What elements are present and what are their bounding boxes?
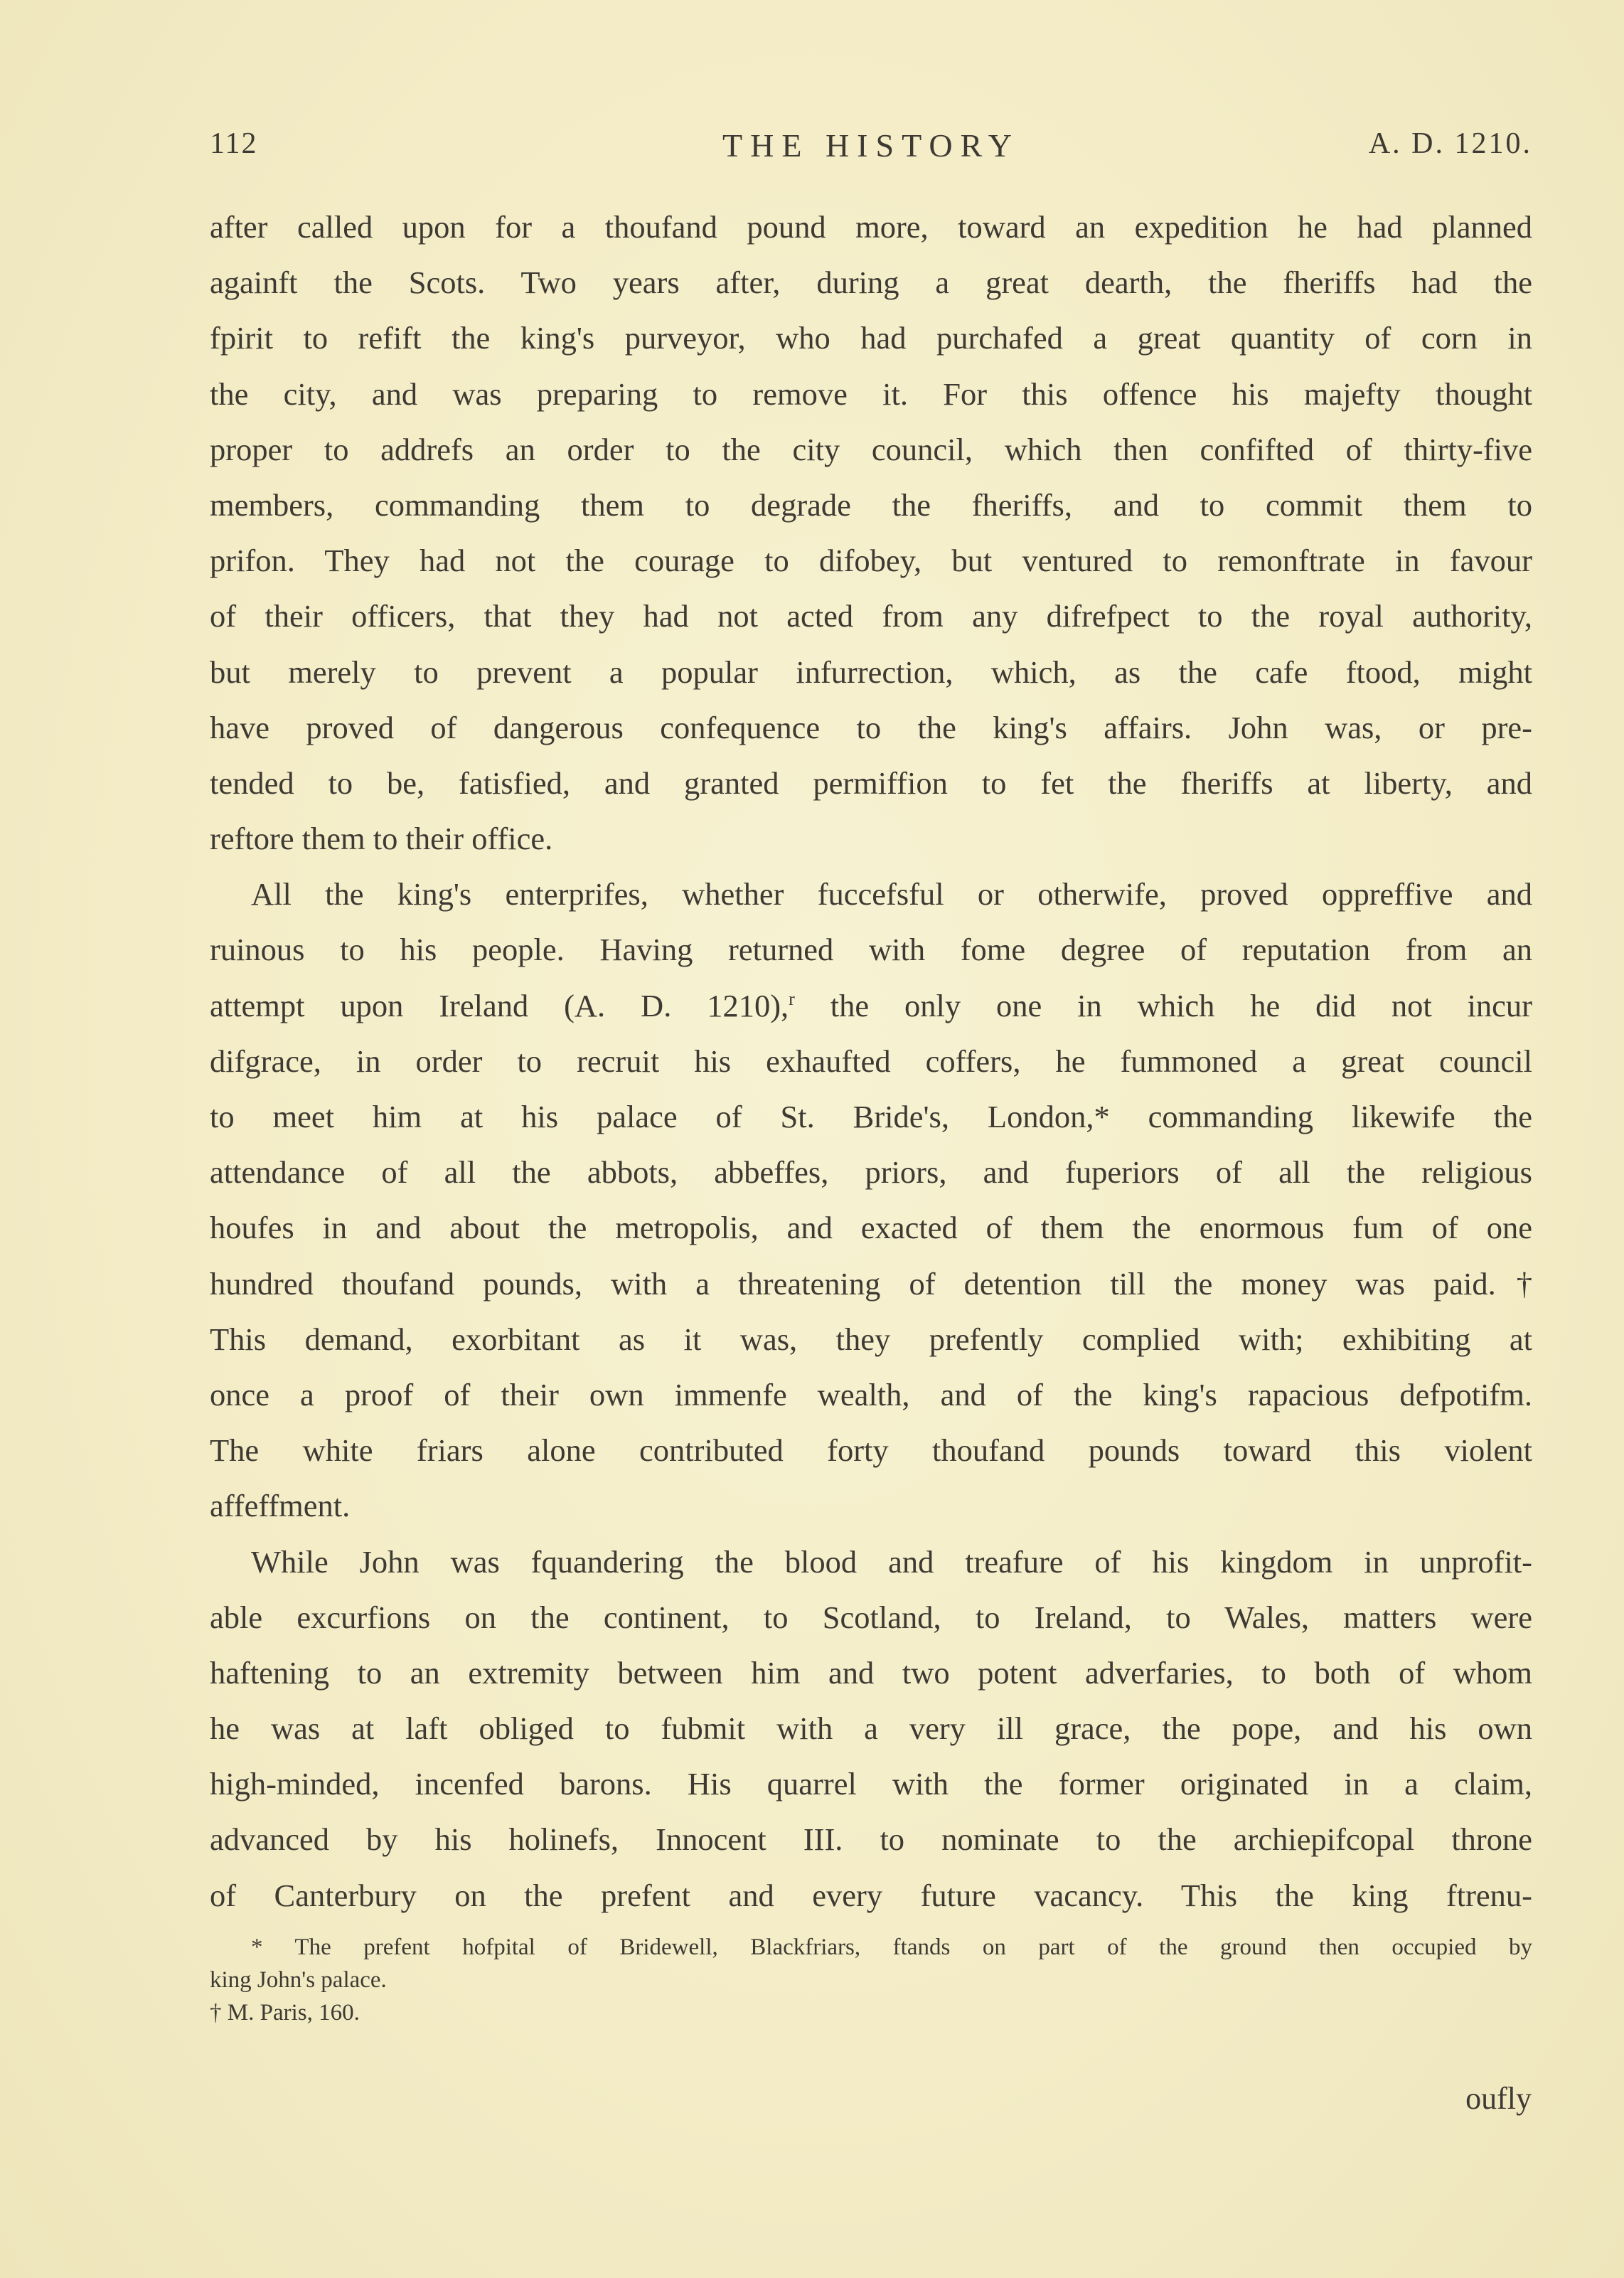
text-line: houfes in and about the metropolis, and exacted of them the enormous fum of one [210, 1210, 1532, 1246]
text-line: The white friars alone contributed forty thoufand pounds toward this violent [210, 1432, 1532, 1469]
text-line: tended to be, fatisfied, and granted permiffion to fet the fheriffs at liberty, and [210, 765, 1532, 801]
text-line: All the king's enterprifes, whether fuccefsful or otherwife, proved oppreffive and [251, 876, 1532, 912]
text-line: able excurfions on the continent, to Scotland, to Ireland, to Wales, matters were [210, 1599, 1532, 1635]
text-line: hundred thoufand pounds, with a threatening of detention till the money was paid.† [210, 1265, 1532, 1302]
text-line: prifon. They had not the courage to difobey, but ventured to remonftrate in favour [210, 543, 1532, 579]
text-line: have proved of dangerous confequence to the king's affairs. John was, or pre- [210, 709, 1532, 745]
page-number: 112 [210, 127, 258, 160]
text-line: members, commanding them to degrade the fheriffs, and to commit them to [210, 486, 1532, 523]
footnote-line: king John's palace. [210, 1967, 387, 1993]
text-line: againft the Scots. Two years after, during a great dearth, the fheriffs had the [210, 265, 1532, 301]
text-line: difgrace, in order to recruit his exhaufted coffers, he fummoned a great council [210, 1043, 1532, 1079]
text-line: proper to addrefs an order to the city council, which then confifted of thirty-five [210, 431, 1532, 467]
text-line: high-minded, incenfed barons. His quarrel with the former originated in a claim, [210, 1766, 1532, 1802]
text-line [210, 978, 1532, 1033]
text-line: but merely to prevent a popular infurrection, which, as the cafe ftood, might [210, 654, 1532, 690]
text-line: attendance of all the abbots, abbeffes, priors, and fuperiors of all the religious [210, 1154, 1532, 1191]
footnote-marker: r [789, 988, 795, 1009]
footnotes [210, 1931, 1532, 2029]
text-segment: attempt upon Ireland (A. D. 1210), [210, 987, 789, 1023]
text-line: he was at laft obliged to fubmit with a very ill grace, the pope, and his own [210, 1710, 1532, 1747]
text-segment: the only one in which he did not incur [794, 987, 1532, 1023]
page-header [210, 127, 1532, 176]
text-line: fpirit to refift the king's purveyor, who had purchafed a great quantity of corn in [210, 320, 1532, 356]
footnote-line: † M. Paris, 160. [210, 2000, 360, 2026]
text-line: While John was fquandering the blood and treafure of his kingdom in unprofit- [251, 1543, 1532, 1580]
text-line: affeffment. [210, 1488, 351, 1524]
text-line: advanced by his holinefs, Innocent III. to nominate to the archiepifcopal throne [210, 1821, 1532, 1858]
text-line: This demand, exorbitant as it was, they prefently complied with; exhibiting at [210, 1321, 1532, 1357]
text-line: to meet him at his palace of St. Bride's, London,* commanding likewife the [210, 1099, 1532, 1134]
text-line: haftening to an extremity between him and two potent adverfaries, to both of whom [210, 1654, 1532, 1691]
footnote-line: * The prefent hofpital of Bridewell, Blackfriars, ftands on part of the ground then occupied by [251, 1934, 1532, 1960]
header-year: A. D. 1210. [1368, 127, 1532, 160]
running-title: THE HISTORY [722, 127, 1020, 164]
text-line: of their officers, that they had not acted from any difrefpect to the royal authority, [210, 598, 1532, 634]
body-text [210, 199, 1532, 1923]
text-line: once a proof of their own immenfe wealth, and of the king's rapacious defpotifm. [210, 1376, 1532, 1412]
text-line: the city, and was preparing to remove it. For this offence his majefty thought [210, 376, 1532, 412]
text-line: after called upon for a thoufand pound more, toward an expedition he had planned [210, 209, 1532, 245]
text-line: reftore them to their office. [210, 821, 553, 857]
text-line: of Canterbury on the prefent and every future vacancy. This the king ftrenu- [210, 1877, 1532, 1913]
catchword: oufly [1465, 2081, 1532, 2116]
text-line: ruinous to his people. Having returned with fome degree of reputation from an [210, 932, 1532, 968]
